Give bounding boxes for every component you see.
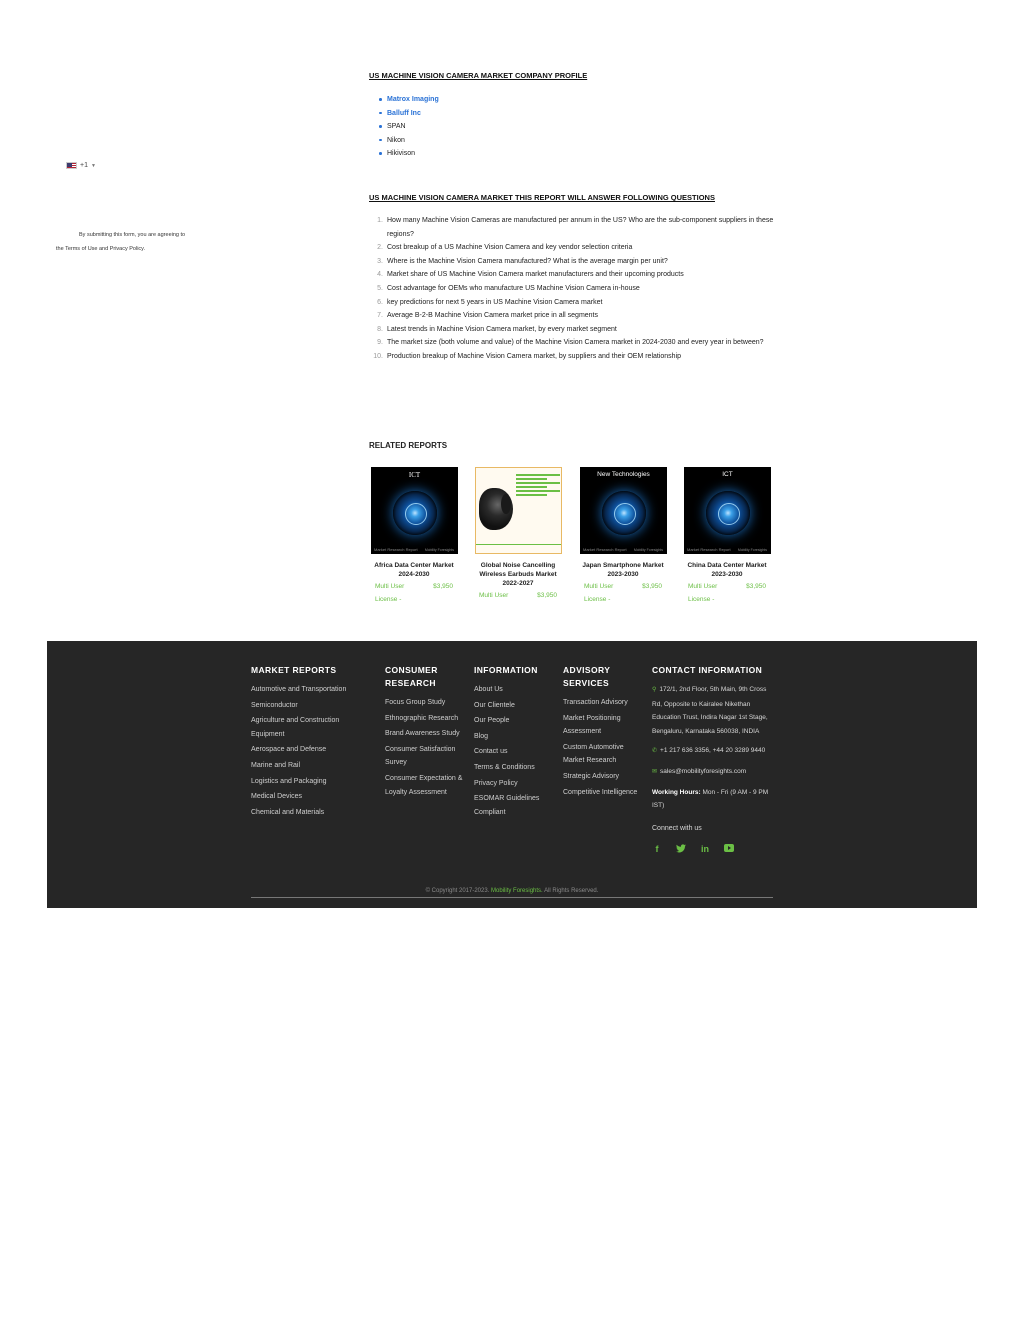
price-row — [578, 579, 668, 606]
question-item: 3. Where is the Machine Vision Camera manufactured? What is the average margin per unit? — [377, 257, 668, 265]
globe-icon — [393, 491, 437, 535]
footer-col-contact — [652, 664, 774, 854]
cover-text-lines — [516, 474, 560, 498]
copyright: © Copyright 2017-2023. Mobility Foresights. All Rights Reserved. — [425, 888, 599, 894]
license-label: Multi User License - — [688, 583, 718, 603]
questions-list — [369, 214, 774, 364]
social-links — [652, 844, 774, 854]
footer-link[interactable]: Medical Devices — [251, 793, 302, 801]
thumb-footer: Market Research Report — [374, 547, 418, 552]
report-thumbnail[interactable] — [371, 467, 458, 554]
working-hours: Working Hours: Mon - Fri (9 AM - 9 PM IST) — [652, 788, 769, 810]
report-title-link[interactable]: China Data Center Market 2023-2030 — [687, 562, 767, 578]
us-flag-icon — [66, 162, 77, 169]
question-item: 8. Latest trends in Machine Vision Camera market, by every market segment — [377, 325, 617, 333]
thumb-footer: Market Research Report — [583, 547, 627, 552]
brand-logo: Mobility Foresights — [633, 548, 663, 552]
footer-col-information — [474, 664, 552, 821]
report-card[interactable] — [682, 467, 772, 606]
address: ⚲ 172/1, 2nd Floor, 5th Main, 9th Cross Rd, Opposite to Kairalee Nikethan Education Trust, Indira Nagar 1st Stage, Bengaluru, Karnataka 560038, INDIA — [652, 686, 768, 735]
form-consent-text — [56, 228, 200, 256]
company-list — [379, 93, 439, 161]
connect-label: Connect with us — [652, 824, 702, 832]
price-row — [369, 579, 459, 606]
report-card[interactable] — [578, 467, 668, 606]
footer-link[interactable]: Competitive Intelligence — [563, 788, 638, 796]
footer-link[interactable]: Marine and Rail — [251, 761, 301, 769]
linkedin-icon[interactable]: in — [701, 843, 709, 854]
question-item: 6. key predictions for next 5 years in US Machine Vision Camera market — [377, 298, 603, 306]
question-item: 7. Average B-2-B Machine Vision Camera market price in all segments — [377, 312, 599, 320]
footer-link[interactable]: Our People — [474, 717, 510, 725]
footer-heading: ADVISORY SERVICES — [563, 665, 611, 688]
footer-link[interactable]: About Us — [474, 686, 503, 693]
report-thumbnail[interactable] — [580, 467, 667, 554]
question-item: 10. Production breakup of Machine Vision Camera market, by suppliers and their OEM relationship — [373, 352, 682, 360]
category-tag: New Technologies — [597, 471, 650, 478]
brand-link[interactable]: Mobility Foresights. — [491, 888, 543, 894]
footer-heading: CONTACT INFORMATION — [652, 665, 763, 675]
cover-divider — [476, 544, 561, 546]
footer-col-advisory — [563, 664, 639, 801]
category-tag: ICT — [722, 471, 733, 478]
footer-link[interactable]: Contact us — [474, 748, 508, 756]
price-row — [682, 579, 772, 606]
related-reports-grid — [369, 467, 779, 617]
related-reports-title: RELATED REPORTS — [369, 441, 448, 450]
footer-heading: MARKET REPORTS — [251, 665, 337, 675]
brand-logo: Mobility Foresights — [424, 548, 454, 552]
envelope-icon: ✉ — [652, 768, 658, 775]
globe-icon — [602, 491, 646, 535]
thumb-footer: Market Research Report — [687, 547, 731, 552]
company-profile-heading: US MACHINE VISION CAMERA MARKET COMPANY PROFILE — [369, 71, 588, 80]
phone-icon: ✆ — [652, 748, 658, 755]
price: $3,950 — [642, 583, 662, 590]
footer-link[interactable]: Automotive and Transportation — [251, 686, 347, 693]
price: $3,950 — [746, 583, 766, 590]
company-item: Nikon — [379, 134, 439, 148]
footer-link[interactable]: Custom Automotive Market Research — [563, 743, 624, 765]
footer-link[interactable]: Strategic Advisory — [563, 772, 620, 780]
report-title-link[interactable]: Global Noise Cancelling Wireless Earbuds Market 2022-2027 — [479, 562, 557, 587]
footer-heading: CONSUMER RESEARCH — [385, 665, 438, 688]
company-link-balluff[interactable]: Balluff Inc — [379, 107, 439, 121]
question-item: 5. Cost advantage for OEMs who manufacture US Machine Vision Camera in-house — [377, 284, 640, 292]
facebook-icon[interactable]: f — [655, 843, 659, 854]
chevron-down-icon: ▼ — [90, 162, 96, 169]
question-item: 4. Market share of US Machine Vision Camera market manufacturers and their upcoming products — [377, 271, 684, 279]
license-label: Multi User License - — [584, 583, 614, 603]
category-tag: ICT — [408, 471, 421, 479]
email-link[interactable]: ✉ sales@mobilityforesights.com — [652, 767, 747, 775]
footer-col-consumer-research — [385, 664, 463, 801]
footer-link[interactable]: Ethnographic Research — [385, 714, 459, 722]
footer-heading: INFORMATION — [474, 665, 538, 675]
site-footer — [47, 641, 977, 908]
report-title-link[interactable]: Africa Data Center Market 2024-2030 — [374, 562, 454, 578]
company-item: Hikivison — [379, 147, 439, 161]
report-thumbnail[interactable] — [475, 467, 562, 554]
footer-link[interactable]: Consumer Satisfaction Survey — [385, 745, 456, 767]
footer-link[interactable]: Our Clientele — [474, 701, 515, 709]
question-item: 2. Cost breakup of a US Machine Vision Camera and key vendor selection criteria — [377, 244, 633, 252]
report-card[interactable] — [369, 467, 459, 606]
footer-link[interactable]: Aerospace and Defense — [251, 746, 327, 754]
report-card[interactable] — [473, 467, 563, 603]
company-link-matrox[interactable]: Matrox Imaging — [379, 93, 439, 107]
footer-link[interactable]: Agriculture and Construction Equipment — [251, 717, 340, 738]
footer-link[interactable]: ESOMAR Guidelines Compliant — [474, 795, 540, 816]
footer-link[interactable]: Privacy Policy — [474, 779, 518, 787]
footer-link[interactable]: Consumer Expectation & Loyalty Assessment — [385, 774, 463, 796]
youtube-icon[interactable] — [724, 844, 734, 852]
footer-link[interactable]: Semiconductor — [251, 701, 298, 709]
report-thumbnail[interactable] — [684, 467, 771, 554]
question-item: 9. The market size (both volume and value) of the Machine Vision Camera market in 2024-2030 and every year in between? — [377, 339, 764, 347]
consent-line-1: By submitting this form, you are agreeing to — [79, 232, 186, 238]
footer-col-market-reports — [251, 664, 371, 821]
report-title-link[interactable]: Japan Smartphone Market 2023-2030 — [582, 562, 664, 578]
questions-heading: US MACHINE VISION CAMERA MARKET THIS REPORT WILL ANSWER FOLLOWING QUESTIONS — [369, 193, 715, 202]
footer-link[interactable]: Terms & Conditions — [474, 763, 535, 771]
price: $3,950 — [433, 583, 453, 590]
question-item: 1. How many Machine Vision Cameras are manufactured per annum in the US? Who are the sub-component suppliers in these regions? — [377, 217, 774, 238]
phone-number[interactable]: ✆ +1 217 636 3356, +44 20 3289 9440 — [652, 747, 766, 755]
footer-link[interactable]: Transaction Advisory — [563, 699, 628, 706]
footer-link[interactable]: Focus Group Study — [385, 699, 446, 706]
footer-divider — [251, 897, 773, 898]
earbud-image-icon — [479, 488, 513, 530]
price-row — [473, 588, 563, 603]
consent-line-2: the Terms of Use and Privacy Policy. — [56, 246, 146, 252]
footer-link[interactable]: Logistics and Packaging — [251, 777, 327, 785]
license-label: Multi User — [479, 592, 509, 599]
location-pin-icon: ⚲ — [652, 687, 657, 693]
footer-link[interactable]: Chemical and Materials — [251, 808, 325, 816]
brand-logo: Mobility Foresights — [737, 548, 767, 552]
license-label: Multi User License - — [375, 583, 405, 603]
twitter-icon[interactable] — [676, 844, 686, 854]
company-item: SPAN — [379, 120, 439, 134]
footer-link[interactable]: Brand Awareness Study — [385, 730, 460, 738]
footer-link[interactable]: Market Positioning Assessment — [563, 714, 621, 736]
price: $3,950 — [537, 592, 557, 599]
phone-country-selector[interactable] — [66, 162, 96, 169]
phone-code: +1 — [80, 162, 88, 169]
globe-icon — [706, 491, 750, 535]
footer-link[interactable]: Blog — [474, 732, 489, 740]
